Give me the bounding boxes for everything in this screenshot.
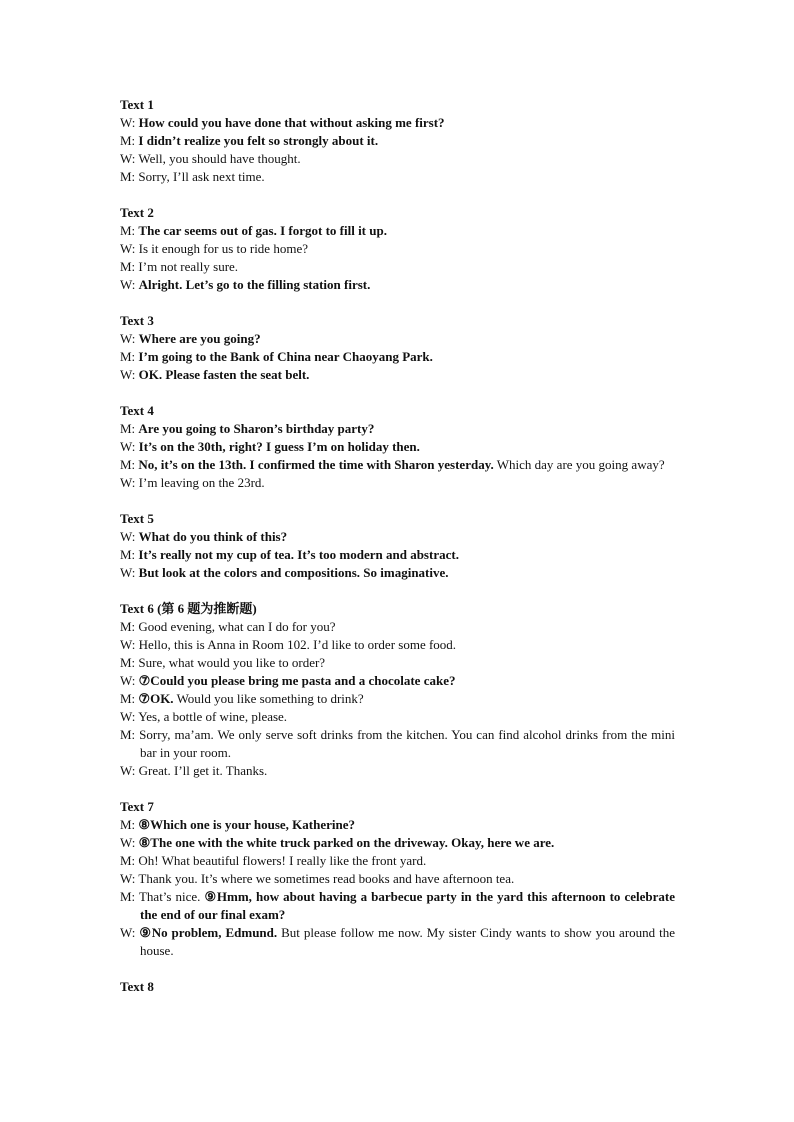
speaker-label: W:: [120, 367, 136, 382]
bold-text-segment: How could you have done that without asking me first?: [138, 115, 445, 130]
bold-text-segment: OK. Please fasten the seat belt.: [138, 367, 310, 382]
speaker-label: M:: [120, 223, 136, 238]
dialogue-line: [120, 114, 675, 132]
text-segment: Thank you. It’s where we sometimes read books and have afternoon tea.: [138, 871, 515, 886]
speaker-label: W:: [120, 763, 136, 778]
speaker-label: W:: [120, 277, 136, 292]
speaker-label: W:: [120, 925, 136, 940]
text-segment: I’m not really sure.: [138, 259, 239, 274]
document-body: [120, 96, 675, 1014]
dialogue-line: [120, 672, 675, 690]
text-segment: Good evening, what can I do for you?: [138, 619, 336, 634]
dialogue-line: [120, 834, 675, 852]
section-title: Text 6 (第 6 题为推断题): [120, 601, 257, 616]
text-segment: Sure, what would you like to order?: [138, 655, 326, 670]
dialogue-line: [120, 366, 675, 384]
speaker-label: M:: [120, 853, 136, 868]
dialogue-line: [120, 636, 675, 654]
text-segment: I’m leaving on the 23rd.: [138, 475, 265, 490]
dialogue-line: [120, 330, 675, 348]
dialogue-line: [120, 258, 675, 276]
bold-text-segment: ⑨No problem, Edmund.: [139, 925, 278, 940]
section-title: Text 1: [120, 97, 154, 112]
bold-text-segment: Are you going to Sharon’s birthday party?: [138, 421, 375, 436]
text-segment: Yes, a bottle of wine, please.: [138, 709, 288, 724]
dialogue-line: [120, 924, 675, 960]
text-segment: Great. I’ll get it. Thanks.: [138, 763, 268, 778]
dialogue-line: [120, 474, 675, 492]
speaker-label: W:: [120, 331, 136, 346]
bold-text-segment: No, it’s on the 13th. I confirmed the time with Sharon yesterday.: [138, 457, 494, 472]
section-title: Text 5: [120, 511, 154, 526]
text-segment: Sorry, ma’am. We only serve soft drinks from the kitchen. You can find alcohol drinks from the mini bar in your room.: [139, 727, 675, 760]
text-segment: Well, you should have thought.: [138, 151, 301, 166]
text-segment: That’s nice.: [138, 889, 205, 904]
speaker-label: M:: [120, 889, 136, 904]
dialogue-line: [120, 654, 675, 672]
dialogue-line: [120, 816, 675, 834]
speaker-label: M:: [120, 619, 136, 634]
dialogue-section: [120, 402, 675, 492]
dialogue-line: [120, 852, 675, 870]
speaker-label: M:: [120, 457, 136, 472]
bold-text-segment: What do you think of this?: [138, 529, 288, 544]
speaker-label: W:: [120, 529, 136, 544]
dialogue-line: [120, 564, 675, 582]
dialogue-line: [120, 348, 675, 366]
speaker-label: W:: [120, 241, 136, 256]
speaker-label: W:: [120, 565, 136, 580]
speaker-label: M:: [120, 727, 136, 742]
text-segment: Would you like something to drink?: [173, 691, 364, 706]
dialogue-line: [120, 420, 675, 438]
section-title: Text 8: [120, 979, 154, 994]
dialogue-line: [120, 168, 675, 186]
speaker-label: W:: [120, 475, 136, 490]
bold-text-segment: ⑦Could you please bring me pasta and a chocolate cake?: [138, 673, 456, 688]
dialogue-line: [120, 276, 675, 294]
dialogue-section: [120, 600, 675, 780]
bold-text-segment: ⑨Hmm, how about having a barbecue party in the yard this afternoon to celebrate the end of our final exam?: [140, 889, 675, 922]
bold-text-segment: I didn’t realize you felt so strongly about it.: [138, 133, 379, 148]
section-title: Text 2: [120, 205, 154, 220]
bold-text-segment: The car seems out of gas. I forgot to fill it up.: [138, 223, 387, 238]
text-segment: But please follow me now. My sister Cindy wants to show you around the house.: [140, 925, 675, 958]
dialogue-line: [120, 618, 675, 636]
speaker-label: M:: [120, 691, 136, 706]
speaker-label: W:: [120, 871, 136, 886]
bold-text-segment: ⑧The one with the white truck parked on the driveway. Okay, here we are.: [138, 835, 555, 850]
bold-text-segment: Where are you going?: [138, 331, 261, 346]
dialogue-section: [120, 96, 675, 186]
section-title: Text 4: [120, 403, 154, 418]
bold-text-segment: I’m going to the Bank of China near Chaoyang Park.: [138, 349, 433, 364]
dialogue-line: [120, 870, 675, 888]
dialogue-line: [120, 888, 675, 924]
dialogue-line: [120, 456, 675, 474]
bold-text-segment: Alright. Let’s go to the filling station first.: [138, 277, 371, 292]
text-segment: Oh! What beautiful flowers! I really like the front yard.: [138, 853, 427, 868]
speaker-label: W:: [120, 439, 136, 454]
bold-text-segment: ⑧Which one is your house, Katherine?: [138, 817, 355, 832]
text-segment: Is it enough for us to ride home?: [138, 241, 308, 256]
dialogue-line: [120, 546, 675, 564]
speaker-label: M:: [120, 259, 136, 274]
speaker-label: M:: [120, 169, 136, 184]
dialogue-line: [120, 726, 675, 762]
section-title: Text 7: [120, 799, 154, 814]
dialogue-line: [120, 708, 675, 726]
bold-text-segment: But look at the colors and compositions. So imaginative.: [138, 565, 449, 580]
speaker-label: M:: [120, 655, 136, 670]
dialogue-line: [120, 528, 675, 546]
text-segment: Which day are you going away?: [493, 457, 665, 472]
speaker-label: W:: [120, 673, 136, 688]
dialogue-line: [120, 690, 675, 708]
bold-text-segment: It’s really not my cup of tea. It’s too modern and abstract.: [138, 547, 459, 562]
text-segment: Hello, this is Anna in Room 102. I’d like to order some food.: [138, 637, 457, 652]
speaker-label: W:: [120, 151, 136, 166]
section-title: Text 3: [120, 313, 154, 328]
speaker-label: W:: [120, 835, 136, 850]
speaker-label: M:: [120, 421, 136, 436]
speaker-label: W:: [120, 637, 136, 652]
text-segment: Sorry, I’ll ask next time.: [138, 169, 265, 184]
dialogue-section: [120, 978, 675, 996]
dialogue-section: [120, 510, 675, 582]
dialogue-section: [120, 204, 675, 294]
dialogue-line: [120, 762, 675, 780]
dialogue-line: [120, 222, 675, 240]
dialogue-section: [120, 312, 675, 384]
speaker-label: W:: [120, 115, 136, 130]
speaker-label: M:: [120, 547, 136, 562]
dialogue-line: [120, 132, 675, 150]
speaker-label: M:: [120, 349, 136, 364]
dialogue-line: [120, 150, 675, 168]
dialogue-line: [120, 240, 675, 258]
bold-text-segment: ⑦OK.: [138, 691, 174, 706]
dialogue-section: [120, 798, 675, 960]
speaker-label: W:: [120, 709, 136, 724]
speaker-label: M:: [120, 817, 136, 832]
bold-text-segment: It’s on the 30th, right? I guess I’m on holiday then.: [138, 439, 420, 454]
speaker-label: M:: [120, 133, 136, 148]
dialogue-line: [120, 438, 675, 456]
